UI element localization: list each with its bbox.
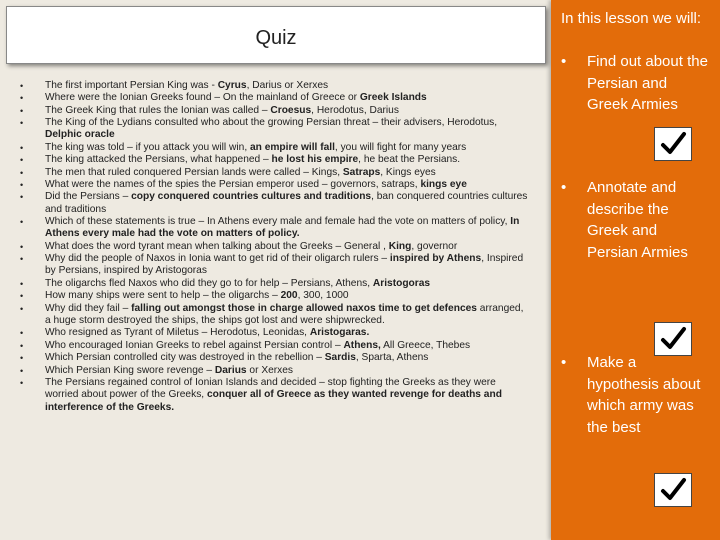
objective-text: Find out about the Persian and Greek Armies (587, 53, 708, 113)
question-text: Which Persian controlled city was destroyed in the rebellion – (45, 352, 325, 364)
question-text: arranged, a huge storm destroyed the ships, the ships got lost and were shipwrecked. (45, 302, 524, 326)
objective-bullet: • (561, 53, 567, 70)
quiz-question (20, 216, 530, 241)
objective-bullet: • (561, 179, 567, 196)
quiz-question (20, 303, 530, 328)
answer-text: falling out amongst those in charge allowed naxos time to get defences (131, 302, 477, 314)
question-text: All Greece, Thebes (380, 339, 471, 351)
question-text: Which of these statements is true – In Athens every male and female had the vote on matters of policy, (45, 216, 511, 228)
answer-text: Aristogaras. (309, 327, 370, 339)
question-text: Did the Persians – (45, 191, 132, 203)
answer-text: Athens, (343, 339, 381, 351)
quiz-question (20, 179, 530, 191)
quiz-question (20, 290, 530, 302)
objective-text: Make a hypothesis about which army was the best (587, 354, 701, 436)
question-text: , Kings eyes (380, 166, 436, 178)
answer-text: copy conquered countries cultures and traditions (131, 191, 372, 203)
question-text: Who encouraged Ionian Greeks to rebel against Persian control – (45, 339, 344, 351)
question-text: , Herodotus, Darius (311, 104, 399, 116)
quiz-question (20, 105, 530, 117)
question-text: , Sparta, Athens (355, 352, 429, 364)
objective-item (561, 352, 711, 438)
answer-text: Aristogoras (372, 277, 431, 289)
question-text: The Persians regained control of Ionian Islands and decided – stop fighting the Greeks as they were worried about power of the Greeks, (45, 376, 496, 401)
question-text: Which Persian King swore revenge – (45, 364, 215, 376)
quiz-question (20, 340, 530, 352)
answer-text: Delphic oracle (45, 129, 115, 141)
answer-text: King (388, 240, 412, 252)
question-text: Where were the Ionian Greeks found – On the mainland of Greece or (45, 92, 360, 104)
answer-text: conquer all of Greece as they wanted revenge for deaths and interference of the Greeks. (45, 389, 502, 413)
answer-text: he lost his empire (271, 154, 359, 166)
checkmark-icon (654, 322, 692, 356)
question-text: The King of the Lydians consulted who about the growing Persian threat – their advisers, Herodotus, (45, 117, 498, 129)
question-text: The Greek King that rules the Ionian was called – (45, 104, 271, 116)
lesson-objectives-panel (551, 0, 720, 540)
question-text: , Inspired by Persians, inspired by Aristogoras (45, 253, 524, 277)
quiz-question (20, 167, 530, 179)
question-text: Why did the people of Naxos in Ionia want to get rid of their oligarch rulers – (45, 253, 390, 265)
question-text: , you will fight for many years (334, 141, 467, 153)
quiz-title: Quiz (255, 27, 297, 49)
quiz-question (20, 377, 530, 414)
quiz-question (20, 154, 530, 166)
question-text: How many ships were sent to help – the oligarchs – (45, 290, 281, 302)
question-text: The men that ruled conquered Persian lands were called – Kings, (45, 166, 343, 178)
answer-text: Croesus (270, 104, 312, 116)
answer-text: an empire will fall (249, 141, 335, 153)
checkmark-icon (654, 473, 692, 507)
question-text: , ban conquered countries cultures and traditions (45, 191, 528, 215)
answer-text: In Athens every male had the vote on matters of policy. (45, 216, 520, 240)
question-text: Who resigned as Tyrant of Miletus – Herodotus, Leonidas, (45, 327, 310, 339)
question-text: , he beat the Persians. (358, 154, 461, 166)
quiz-question (20, 253, 530, 278)
answer-text: Satraps (342, 166, 381, 178)
answer-text: Cyrus (217, 80, 247, 91)
objective-text: Annotate and describe the Greek and Persian Armies (587, 179, 688, 261)
objective-item (561, 177, 711, 263)
quiz-question (20, 365, 530, 377)
question-text: , governor (411, 240, 458, 252)
objective-bullet: • (561, 354, 567, 371)
quiz-question (20, 92, 530, 104)
quiz-title-box (6, 6, 546, 64)
question-text: , 300, 1000 (297, 290, 349, 302)
quiz-question (20, 278, 530, 290)
quiz-question (20, 142, 530, 154)
quiz-question (20, 327, 530, 339)
answer-text: Darius (214, 364, 247, 376)
question-text: , Darius or Xerxes (246, 80, 329, 91)
answer-text: 200 (280, 290, 298, 302)
answer-text: inspired by Athens (389, 253, 482, 265)
quiz-question (20, 80, 530, 92)
question-text: or Xerxes (246, 364, 294, 376)
quiz-question (20, 191, 530, 216)
question-text: The oligarchs fled Naxos who did they go to for help – Persians, Athens, (45, 277, 373, 289)
objective-item (561, 51, 711, 116)
question-text: The first important Persian King was - (45, 80, 218, 91)
quiz-question (20, 117, 530, 142)
question-text: What does the word tyrant mean when talking about the Greeks – General , (45, 240, 389, 252)
quiz-question-list (20, 80, 530, 414)
checkmark-icon (654, 127, 692, 161)
question-text: Why did they fail – (45, 302, 132, 314)
lesson-heading: In this lesson we will: (561, 10, 702, 27)
quiz-question (20, 352, 530, 364)
answer-text: kings eye (420, 179, 467, 191)
quiz-question (20, 241, 530, 253)
question-text: The king was told – if you attack you will win, (45, 141, 250, 153)
answer-text: Greek Islands (359, 92, 427, 104)
answer-text: Sardis (324, 352, 356, 364)
question-text: The king attacked the Persians, what happened – (45, 154, 272, 166)
question-text: What were the names of the spies the Persian emperor used – governors, satraps, (45, 179, 421, 191)
